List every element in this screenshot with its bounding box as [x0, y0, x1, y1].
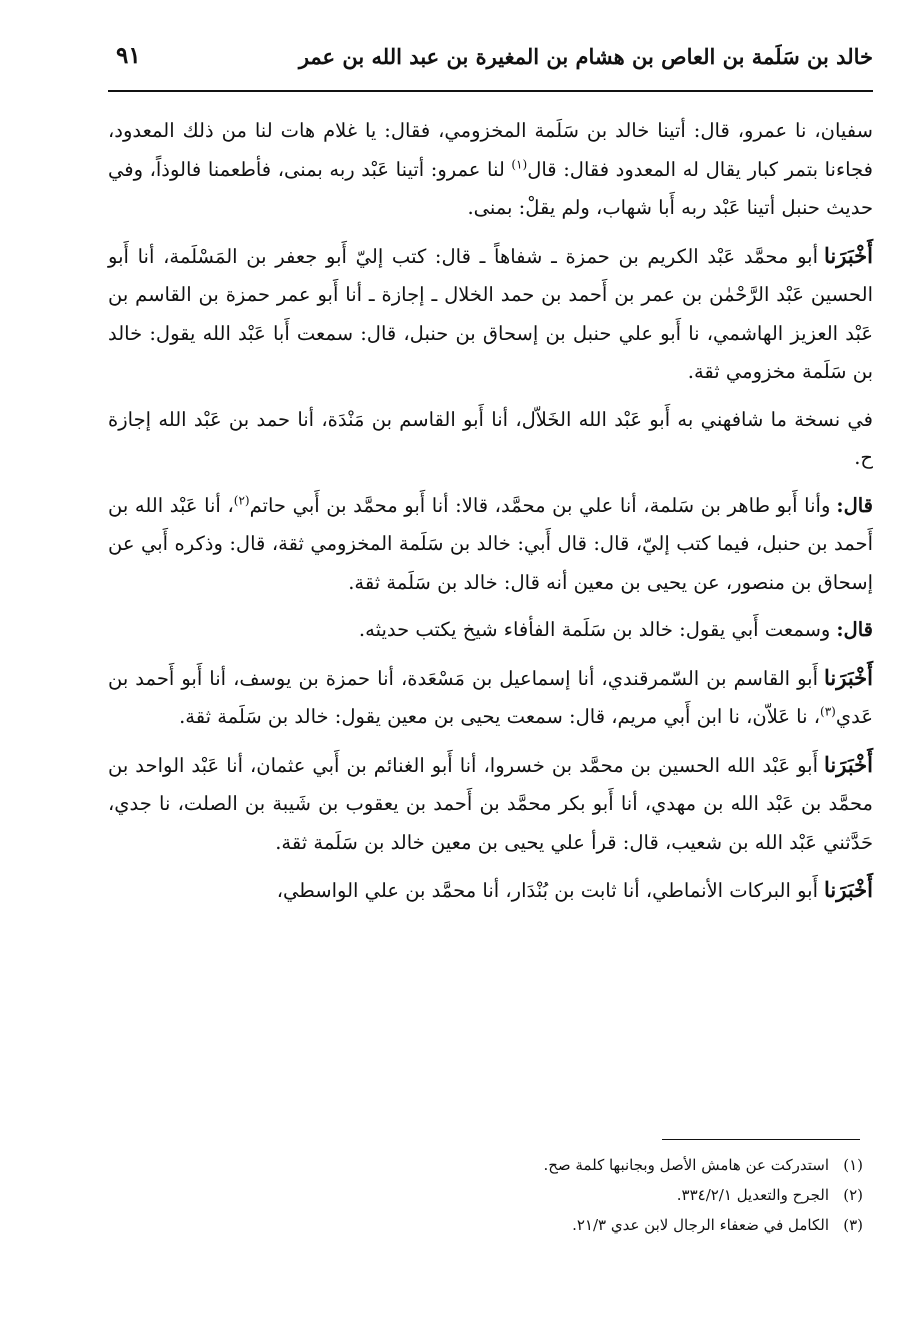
paragraph-text: لنا عمرو: أتينا عَبْد ربه بمنى، فأطعمنا فالوذاً، وفي حديث حنبل أتينا عَبْد ربه أَبا شهاب، ولم يقلْ: بمنى. — [108, 157, 873, 219]
paragraph-text: سفيان، نا عمرو، قال: أتينا خالد بن سَلَمة المخزومي، فقال: يا غلام هات لنا من ذلك المعدود، فجاءنا بتمر كبار يقال له المعدود فقال: قال — [108, 119, 873, 181]
running-title: خالد بن سَلَمة بن العاص بن هشام بن المغيرة بن عبد الله بن عمر — [298, 44, 873, 69]
paragraph-text: وسمعت أَبي يقول: خالد بن سَلَمة الفأفاء شيخ يكتب حديثه. — [358, 618, 831, 641]
footnote-ref[interactable]: (٢) — [233, 493, 250, 507]
footnote-item — [300, 1180, 863, 1210]
paragraph — [108, 746, 873, 863]
footnote-number: (٢) — [843, 1186, 863, 1204]
paragraph-text: أَبو عَبْد الله الحسين بن محمَّد بن خسروا، أنا أَبو الغنائم بن أَبي عثمان، أنا عَبْد الواحد بن محمَّد بن عَبْد الله بن مهدي، أنا أَبو بكر محمَّد بن أَحمد بن يعقوب بن شَيبة بن الصلت، نا جدي، حَدَّثني عَبْد الله بن شعيب، قال: قرأ علي يحيى بن معين خالد بن سَلَمة ثقة. — [108, 753, 873, 854]
footnote-ref[interactable]: (٣) — [820, 704, 836, 719]
paragraph-text: أبو محمَّد عَبْد الكريم بن حمزة ـ شفاهاً ـ قال: كتب إليّ أَبو جعفر بن المَسْلَمة، أنا أَبو الحسين عَبْد الرَّحْمٰن بن عمر بن أَحمد بن حمد الخلال ـ إجازة ـ أنا أَبو عمر حمزة بن القاسم بن عَبْد العزيز الهاشمي، نا أَبو علي حنبل بن إسحاق بن حنبل، قال: سمعت أَبا عَبْد الله يقول: خالد بن سَلَمة مخزومي ثقة. — [108, 244, 873, 383]
paragraph — [108, 237, 873, 392]
paragraph-lead: أَخْبَرَنا — [824, 664, 873, 690]
paragraph — [108, 487, 873, 603]
paragraph-text: أَبو القاسم بن السّمرقندي، أنا إسماعيل بن مَسْعَدة، أنا حمزة بن يوسف، أنا أَبو أَحمد بن عَدي — [108, 666, 873, 728]
page-header — [108, 40, 873, 92]
paragraph-text: وأنا أَبو طاهر بن سَلمة، أنا علي بن محمَّد، قالا: أنا أَبو محمَّد بن أَبي حاتم — [249, 493, 831, 517]
paragraph-lead: أَخْبَرَنا — [824, 242, 873, 268]
footnote-divider — [662, 1139, 860, 1140]
paragraph — [108, 112, 873, 228]
paragraph — [108, 871, 873, 911]
footnotes — [300, 1150, 863, 1240]
footnote-item — [300, 1150, 863, 1180]
page-number: ٩١ — [116, 42, 141, 69]
paragraph-text: أَبو البركات الأنماطي، أنا ثابت بن بُنْدَار، أنا محمَّد بن علي الواسطي، — [276, 879, 819, 902]
footnote-item — [300, 1210, 863, 1240]
paragraph-text: ، أنا عَبْد الله بن أَحمد بن حنبل، فيما كتب إليّ، قال: قال أَبي: خالد بن سَلَمة المخزومي ثقة، قال: وذكره أَبي عن إسحاق بن منصور، عن يحيى بن معين أنه قال: خالد بن سَلَمة ثقة. — [108, 493, 873, 594]
paragraph — [108, 611, 873, 650]
paragraph-lead: أَخْبَرَنا — [824, 751, 873, 777]
footnote-number: (١) — [843, 1156, 863, 1174]
paragraph-lead: قال: — [836, 493, 874, 517]
paragraph-text: في نسخة ما شافهني به أَبو عَبْد الله الخَلاّل، أنا أَبو القاسم بن مَنْدَة، أنا حمد بن عَبْد الله إجازة ح. — [108, 407, 873, 469]
paragraph — [108, 401, 873, 478]
footnote-number: (٣) — [843, 1216, 863, 1234]
main-text — [108, 112, 873, 920]
footnote-text: الجرح والتعديل ٣٣٤/٢/١. — [676, 1186, 829, 1204]
paragraph — [108, 659, 873, 737]
paragraph-text: ، نا عَلاّن، نا ابن أَبي مريم، قال: سمعت يحيى بن معين يقول: خالد بن سَلَمة ثقة. — [179, 705, 821, 728]
footnote-text: الكامل في ضعفاء الرجال لابن عدي ٢١/٣. — [572, 1216, 829, 1234]
paragraph-lead: أَخْبَرَنا — [824, 877, 873, 902]
paragraph-lead: قال: — [836, 618, 873, 641]
footnote-ref[interactable]: (١) — [511, 157, 528, 171]
footnote-text: استدركت عن هامش الأصل وبجانبها كلمة صح. — [543, 1156, 829, 1174]
